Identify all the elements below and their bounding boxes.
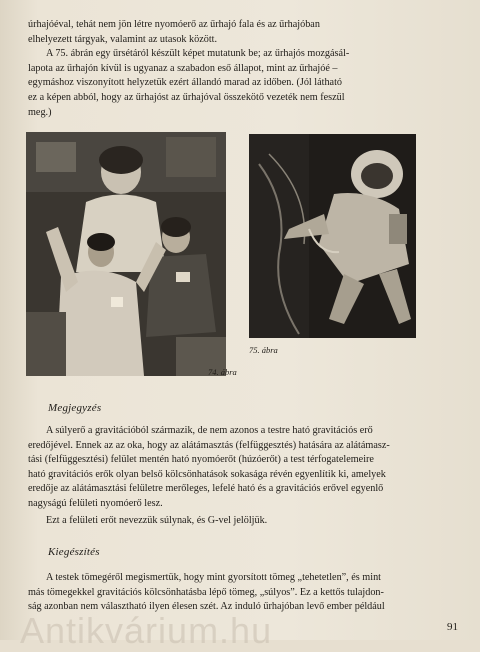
remark-paragraph [28,424,466,528]
supplement-paragraph [28,571,466,615]
text-line: eredője az alátámasztási felületre merőleges, lefelé ható és a gravitációs erővel egyenlő [28,483,384,495]
text-line: más tömegekkel gravitációs kölcsönhatásba lépő tömeg, „súlyos”. Ez a kettős tulajdon- [28,586,384,598]
text-line: elhelyezett tárgyak, valamint az utasok között. [28,33,218,45]
figure-75-caption: 75. ábra [249,345,278,355]
text-line: nagyságú felületi nyomóerő lesz. [28,497,163,509]
text-line: A 75. ábrán egy űrsétáról készült képet mutatunk be; az űrhajós mozgásál- [46,48,350,60]
text-line: A testek tömegéről megismertük, hogy mint gyorsított tömeg „tehetetlen”, és mint [46,572,381,583]
text-line: lapota az űrhajón kívül is ugyanaz a szabadon eső állapot, mint az űrhajóé – [28,62,338,74]
text-line: úrhajóéval, tehát nem jön létre nyomóerő az űrhajó fala és az űrhajóban [28,19,320,30]
text-line: A súlyerő a gravitációból származik, de nem azonos a testre ható gravitációs erő [46,425,373,436]
text-line: meg.) [28,106,52,118]
text-line: egymáshoz viszonyított helyzetük ezért állandó marad az időben. (Jól látható [28,77,343,89]
section-heading-remark: Megjegyzés [48,402,102,414]
text-line: Ezt a felületi erőt nevezzük súlynak, és G-vel jelöljük. [46,514,268,526]
page-number: 91 [447,621,458,633]
figure-74-photo [26,132,226,376]
text-line: ság azonban nem választható ilyen élesen szét. Az induló űrhajóban levő ember például [28,601,385,613]
section-heading-supplement: Kiegészítés [48,546,100,558]
figure-74-caption: 74. ábra [208,367,237,377]
text-line: ható gravitációs erők olyan belső kölcsönhatások sokasága révén egyenlítik ki, amelyek [28,468,386,480]
watermark: Antikvárium.hu [20,610,273,651]
text-line: ez a képen abból, hogy az űrhajóst az űrhajóval összekötő vezeték nem feszül [28,91,345,103]
text-line: eredőjével. Ennek az az oka, hogy az alátámasztás (felfüggesztés) hatására az alátámasz- [28,439,390,451]
figure-75-photo [249,134,416,338]
text-line: tási (felfüggesztési) felület mentén ható nyomóerőt (húzóerőt) a test térfogatelemeire [28,454,374,466]
intro-paragraph [28,18,466,120]
